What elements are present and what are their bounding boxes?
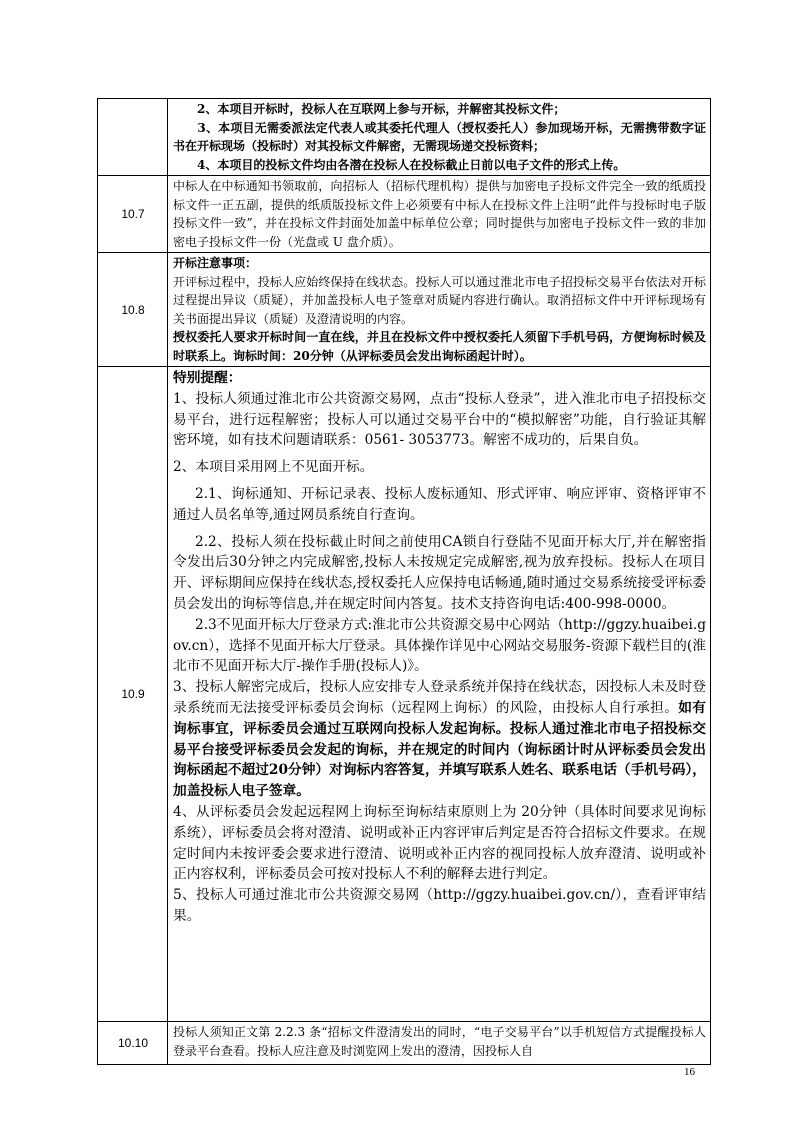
item-4-text: 4、本项目的投标文件均由各潜在投标人在投标截止日前以电子文件的形式上传。 <box>173 157 626 172</box>
clarification-text: 投标人须知正文第 2.2.3 条“招标文件澄清发出的同时，“电子交易平台”以手机短信方式提醒投标人登录平台查看。投标人应注意及时浏览网上发出的澄清，因投标人自 <box>173 1025 706 1058</box>
page-number: 16 <box>684 1066 695 1078</box>
document-table <box>97 98 711 1065</box>
section-heading: 特别提醒： <box>173 370 242 386</box>
paper-copy-requirement: 中标人在中标通知书领取前，向招标人（招标代理机构）提供与加密电子投标文件完全一致的纸质投标文件一正五副，提供的纸质版投标文件上必须要有中标人在投标文件上注明“此件与投标时电子版投标文件一致”，并在投标文件封面处加盖中标单位公章；同时提供与加密电子投标文件一致的非加密电子投标文件一份（光盘或 U 盘介质）。 <box>173 179 706 249</box>
online-opening-text: 2、本项目采用网上不见面开标。 <box>173 459 374 476</box>
ca-login-text: 2.2、投标人须在投标截止时间之前使用CA锁自行登陆不见面开标大厅,并在解密指令发出后30分钟之内完成解密,投标人未按规定完成解密,视为放弃投标。投标人在项目开、评标期间应保持在线状态,授权委托人应保持电话畅通,随时通过交易系统接受评标委员会发出的询标等信息,并在规定时间内答复。技术支持咨询电话:400-998-0000。 <box>173 533 706 612</box>
hall-login-text: 2.3不见面开标大厅登录方式:淮北市公共资源交易中心网站（http://ggzy.huaibei.gov.cn），选择不见面开标大厅登录。具体操作详见中心网站交易服务-资源下载栏目的(淮北市不见面开标大厅-操作手册(投标人)》。 <box>173 616 706 675</box>
item-3-text: 3、本项目无需委派法定代表人或其委托代理人（授权委托人）参加现场开标，无需携带数字证书在开标现场（投标时）对其投标文件解密，无需现场递交投标资料； <box>173 120 706 153</box>
table-row <box>98 367 711 1022</box>
row-number: 10.8 <box>98 253 168 367</box>
authorized-contact-text: 授权委托人要求开标时间一直在线，并且在投标文件中授权委托人须留下手机号码，方便询标时候及时联系上。询标时间：20分钟（从评标委员会发出询标函起计时）。 <box>173 330 706 363</box>
item-2-text: 2、本项目开标时，投标人在互联网上参与开标，并解密其投标文件； <box>173 102 566 116</box>
table-row <box>98 99 711 176</box>
inquiry-duration-text: 4、从评标委员会发起远程网上询标至询标结束原则上为 20分钟（具体时间要求见询标系统），评标委员会将对澄清、说明或补正内容评审后判定是否符合招标文件要求。在规定时间内未按评委会要求进行澄清、说明或补正内容的视同投标人放弃澄清、说明或补正内容权利，评标委员会可按对投标人不利的解释去进行判定。 <box>173 803 706 883</box>
inquiry-reply-text: 如有询标事宜，评标委员会通过互联网向投标人发起询标。投标人通过淮北市电子招投标交易平台接受评标委员会发起的询标，并在规定的时间内（询标函计时从评标委员会发出询标函起不超过20分钟）对询标内容答复，并填写联系人姓名、联系电话（手机号码），加盖投标人电子签章。 <box>173 699 706 800</box>
table-row <box>98 1022 711 1065</box>
row-content <box>168 1022 711 1065</box>
row-content <box>168 176 711 253</box>
row-number: 10.10 <box>98 1022 168 1065</box>
remote-decrypt-text: 1、投标人须通过淮北市公共资源交易网，点击“投标人登录”，进入淮北市电子招投标交易平台，进行远程解密；投标人可以通过交易平台中的“模拟解密”功能，自行验证其解密环境，如有技术问题请联系：0561- 3053773。解密不成功的，后果自负。 <box>173 390 706 449</box>
online-status-text: 开评标过程中，投标人应始终保持在线状态。投标人可以通过淮北市电子招投标交易平台依法对开标过程提出异议（质疑），并加盖投标人电子签章对质疑内容进行确认。取消招标文件中开评标现场有关书面提出异议（质疑）及澄清说明的内容。 <box>173 274 706 326</box>
table-row <box>98 176 711 253</box>
row-content <box>168 99 711 176</box>
row-content <box>168 253 711 367</box>
table-row <box>98 253 711 367</box>
query-notice-text: 2.1、询标通知、开标记录表、投标人废标通知、形式评审、响应评审、资格评审不通过人员名单等,通过网员系统自行查询。 <box>173 485 706 523</box>
row-number <box>98 99 168 176</box>
inquiry-rules-text <box>173 677 706 802</box>
login-risk-text: 3、投标人解密完成后，投标人应安排专人登录系统并保持在线状态，因投标人未及时登录系统而无法接受评标委员会询标（远程网上询标）的风险，由投标人自行承担。 <box>173 679 706 716</box>
review-results-text: 5、投标人可通过淮北市公共资源交易网（http://ggzy.huaibei.gov.cn/），查看评审结果。 <box>173 887 706 924</box>
section-heading: 开标注意事项： <box>173 256 258 270</box>
row-number: 10.9 <box>98 367 168 1022</box>
row-content <box>168 367 711 1022</box>
row-number: 10.7 <box>98 176 168 253</box>
